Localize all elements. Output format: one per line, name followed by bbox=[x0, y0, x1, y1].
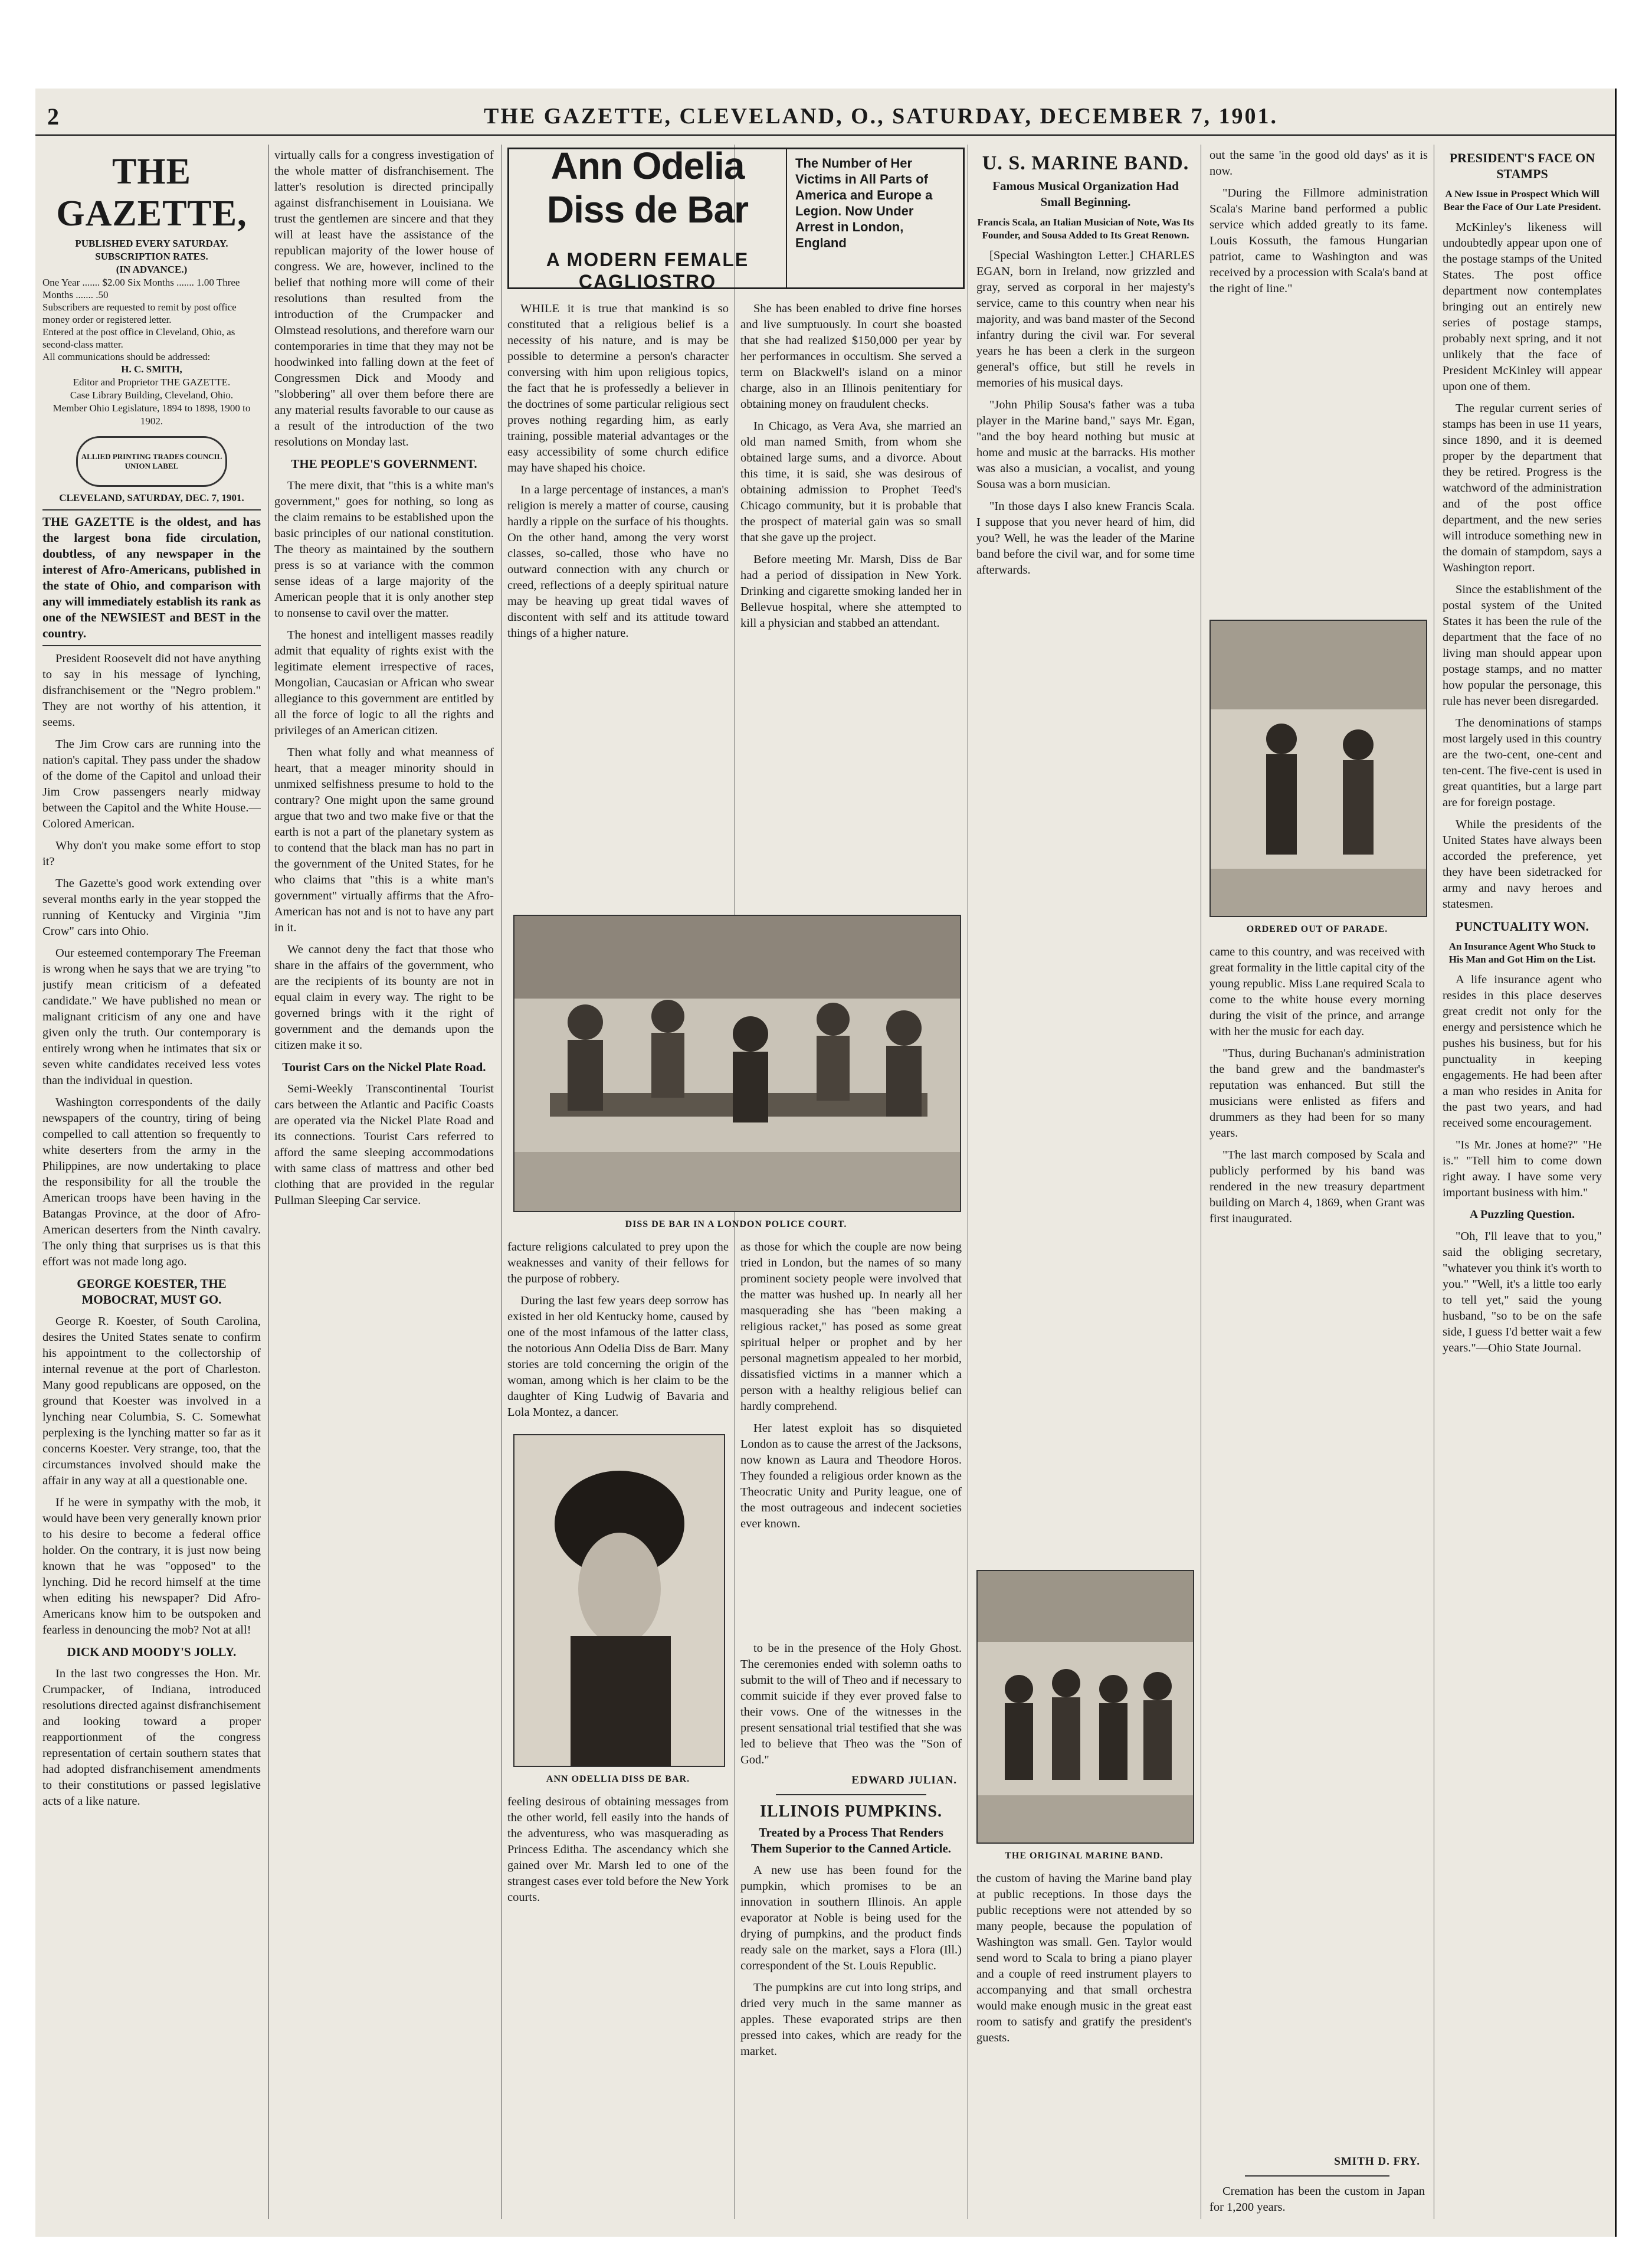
paragraph: [Special Washington Letter.] CHARLES EGAN, born in Ireland, now grizzled and gray, served as corporal in her majesty's service, came to this country when near his majority, and was band master of the Second infantry during the civil war. For several years he has been a clerk in the surgeon general's office, but still he revels in memories of his musical days. bbox=[976, 249, 1195, 390]
marine-band-subhead-2: Francis Scala, an Italian Musician of Note, Was Its Founder, and Sousa Added to Its Great Renown. bbox=[977, 217, 1194, 241]
circulation-notice: THE GAZETTE is the oldest, and has the largest bona fide circulation, doubtless, of any newspaper in the interest of Afro-Americans, published in the state of Ohio, and comparison with any will immediately establish its rank as one of the NEWSIEST and BEST in the country. bbox=[42, 509, 261, 646]
byline: EDWARD JULIAN. bbox=[851, 1774, 957, 1786]
banner-subhead: The Number of Her Victims in All Parts of America and Europe a Legion. Now Under Arrest in London, England bbox=[786, 149, 963, 287]
marine-band-illustration bbox=[976, 1570, 1194, 1844]
banner-tagline: A MODERN FEMALE CAGLIOSTRO bbox=[546, 249, 749, 292]
paragraph: If he were in sympathy with the mob, it would have been very generally known prior to his desire to become a federal office holder. On the contrary, it is just now being known that he was "opposed" to the lynching. Did he record himself at the time when editing his newspaper? Did Afro-Americans know him to be outspoken and fearless in denouncing the mob? Not at all! bbox=[42, 1496, 261, 1637]
paragraph: Her latest exploit has so disquieted London as to cause the arrest of the Jacksons, now known as Laura and Theodore Horos. They founded a religious order known as the Theocratic Unity and Purity league, one of the most outrageous and indecent societies ever known. bbox=[740, 1422, 962, 1530]
paragraph: Then what folly and what meanness of heart, that a meager minority should in unmixed selfishness presume to hold to the contrary? One might upon the same ground argue that two and two make five or that the earth is not a part of the planetary system as to contend that the black man has no part in the government of the United States, for he who claims that "this is a white man's government" virtually affirms that the Afro-American has not and is not to have any part in it. bbox=[274, 746, 494, 934]
paragraph: came to this country, and was received with great formality in the little capital city of the young republic. Miss Lane required Scala to come to the white house every morning during the visit of the prince, and arrange with her the music for each day. bbox=[1210, 945, 1425, 1038]
paragraph: facture religions calculated to prey upon the weaknesses and vanity of their fellows for the purpose of robbery. bbox=[507, 1241, 729, 1285]
paragraph: "Thus, during Buchanan's administration the band grew and the bandmaster's reputation was enhanced. But still the musicians were enlisted as fifers and drummers as they had been for so many years. bbox=[1210, 1047, 1425, 1140]
paragraph: The Gazette's good work extending over several months early in the year stopped the running of Kentucky and Virginia "Jim Crow" cars into Ohio. bbox=[42, 877, 261, 938]
paragraph: The honest and intelligent masses readily admit that equality of rights exist with the legitimate element irrespective of races, Mongolian, Caucasian or African who swear allegiance to this government are entitled by all the force of logic to all the rights and privileges of an American citizen. bbox=[274, 629, 494, 737]
paragraph: "In those days I also knew Francis Scala. I suppose that you never heard of him, did you? Well, he was the leader of the Marine band before the civil war, and for some time afterwards. bbox=[976, 500, 1195, 577]
marine-band-headline: U. S. MARINE BAND. bbox=[982, 152, 1189, 174]
paragraph: out the same 'in the good old days' as it is now. bbox=[1210, 149, 1428, 178]
paragraph: George R. Koester, of South Carolina, desires the United States senate to confirm his appointment to the collectorship of internal revenue at the port of Charleston. Many good republicans are opposed, on the ground that Koester was involved in a lynching near Columbia, S. C. Somewhat perplexing is the lynching matter so far as it concerns Koester. Very strange, too, that the circumstances involved should make the affair in any way at all a questionable one. bbox=[42, 1315, 261, 1487]
paragraph: Cremation has been the custom in Japan for 1,200 years. bbox=[1210, 2185, 1425, 2214]
dateline: CLEVELAND, SATURDAY, DEC. 7, 1901. bbox=[59, 492, 244, 503]
parade-caption: ORDERED OUT OF PARADE. bbox=[1246, 924, 1388, 934]
paragraph: "Oh, I'll leave that to you," said the obliging secretary, "whatever you think it's worth to you." "Well, it's a little too early to tell yet," said the young husband, "so to be on the safe side, I guess I'd better wait a few years."—Ohio State Journal. bbox=[1443, 1230, 1602, 1354]
punctuality-subhead: An Insurance Agent Who Stuck to His Man and Got Him on the List. bbox=[1448, 941, 1596, 965]
paragraph: the custom of having the Marine band play at public receptions. In those days the public receptions were not attended by so many people, because the population of Washington was small. Gen. Taylor would send word to Scala to bring a piano player and a couple of reed instrument players to accompanying and that small orchestra would make enough music in the great east room to satisfy and gratify the president's guests. bbox=[976, 1872, 1192, 2044]
court-caption: DISS DE BAR IN A LONDON POLICE COURT. bbox=[625, 1219, 847, 1229]
paragraph: The denominations of stamps most largely used in this country are the two-cent, one-cent and ten-cent. The five-cent is used in great quantities, but a large part are for foreign postage. bbox=[1443, 716, 1602, 809]
paragraph: The regular current series of stamps has been in use 11 years, since 1890, and it is deemed proper by the department that they be retired. Progress is the watchword of the administration and of the post office department, and the new series will introduce something new in the domain of stampdom, says a Washington report. bbox=[1443, 402, 1602, 574]
page-number: 2 bbox=[47, 103, 59, 130]
feature-banner bbox=[507, 148, 965, 292]
paragraph: Washington correspondents of the daily newspapers of the country, tiring of being compelled to call attention so frequently to white deserters from the army in the Philippines, are now undertaking to place the responsibility for all the trouble the American troops have been having in the Batangas Province, at the door of Afro-American deserters from the Ninth cavalry. The only thing that surprises us is that this effort was not made long ago. bbox=[42, 1096, 261, 1268]
paragraph: "Is Mr. Jones at home?" "He is." "Tell him to come down right away. I have some very important business with him." bbox=[1443, 1138, 1602, 1199]
parade-illustration bbox=[1210, 620, 1427, 917]
union-label-stamp: ALLIED PRINTING TRADES COUNCIL UNION LABEL bbox=[76, 436, 227, 487]
peoples-government-headline: THE PEOPLE'S GOVERNMENT. bbox=[291, 457, 477, 471]
paragraph: "The last march composed by Scala and publicly performed by his band was rendered in the new treasury department building on March 4, 1869, when Grant was first inaugurated. bbox=[1210, 1148, 1425, 1225]
koester-headline: GEORGE KOESTER, THE MOBOCRAT, MUST GO. bbox=[77, 1277, 227, 1307]
editor-address: Case Library Building, Cleveland, Ohio. bbox=[70, 390, 234, 401]
masthead bbox=[35, 89, 1617, 136]
dick-moody-headline: DICK AND MOODY'S JOLLY. bbox=[67, 1645, 237, 1659]
scan-edge bbox=[1615, 89, 1617, 2237]
paragraph: virtually calls for a congress investigation of the whole matter of disfranchisement. The latter's resolution is directed principally against disfranchisement in Louisiana. We trust the gentlemen are sincere and that they will at least have the assistance of the republican majority of the lower house of congress. We are, however, inclined to the belief that nothing more will come of their resolutions than resulted from the introduction of the Crumpacker and Olmstead resolutions, and therefore warn our contemporaries in time that they may not be hoodwinked into falling down at the feet of Congressmen Dick and Moody and "slobbering" all over them before there are any material results favorable to our cause as a result of the introduction of the two resolutions on Monday last. bbox=[274, 149, 494, 449]
pumpkins-subhead: Treated by a Process That Renders Them Superior to the Canned Article. bbox=[750, 1825, 952, 1855]
marine-band-subhead: Famous Musical Organization Had Small Beginning. bbox=[992, 179, 1179, 209]
paragraph: Our esteemed contemporary The Freeman is wrong when he says that we are trying "to justify mean criticism of a defeated candidate." We have published no mean or malignant criticism of any one and have given only the truth. Our contemporary is entirely wrong when he intimates that six or seven white candidates received less votes than the individual in question. bbox=[42, 947, 261, 1087]
published-line: PUBLISHED EVERY SATURDAY. bbox=[75, 238, 228, 249]
stamps-headline: PRESIDENT'S FACE ON STAMPS bbox=[1449, 150, 1595, 181]
paragraph: She has been enabled to drive fine horses and live sumptuously. In court she boasted that she had realized $150,000 per year by her performances in occultism. She served a term on Blackwell's island on a minor charge, also in an Illinois penitentiary for obtaining money on fraudulent checks. bbox=[740, 302, 962, 411]
divider bbox=[1245, 2175, 1389, 2177]
paragraph: "John Philip Sousa's father was a tuba player in the Marine band," says Mr. Egan, "and the boy heard nothing but music at home and music at the barracks. His mother was also a musician, a vocalist, and young Sousa was a born musician. bbox=[976, 398, 1195, 491]
paragraph: Since the establishment of the postal system of the United States it has been the rule of the department that the face of no living man should appear upon postage stamps, and no matter how popular the personage, this rule has never been disregarded. bbox=[1443, 583, 1602, 708]
tourist-cars-headline: Tourist Cars on the Nickel Plate Road. bbox=[282, 1060, 486, 1074]
portrait-caption: ANN ODELLIA DISS DE BAR. bbox=[546, 1774, 690, 1784]
byline: SMITH D. FRY. bbox=[1334, 2155, 1420, 2168]
paragraph: "During the Fillmore administration Scala's Marine band performed a public service which added greatly to its fame. Louis Kossuth, the famous Hungarian patriot, came to Washington and was received by a procession with Scala's band at the right of line." bbox=[1210, 186, 1428, 295]
paragraph: During the last few years deep sorrow has existed in her old Kentucky home, caused by one of the most infamous of the latter class, the notorious Ann Odelia Diss de Barr. Many stories are told concerning the origin of the woman, among which is her claim to be the daughter of King Ludwig of Bavaria and Lola Montez, a dancer. bbox=[507, 1294, 729, 1419]
paragraph: Why don't you make some effort to stop it? bbox=[42, 839, 261, 868]
column-2 bbox=[274, 148, 494, 2219]
editor-title: Editor and Proprietor THE GAZETTE. bbox=[73, 377, 231, 388]
paragraph: A life insurance agent who resides in this place deserves great credit not only for the energy and persistence which he pushes his business, but for his punctuality in keeping engagements. He had been after a man who resides in Anita for the past two years, and had received some encouragement. bbox=[1443, 973, 1602, 1130]
court-illustration bbox=[513, 915, 961, 1212]
paragraph: Before meeting Mr. Marsh, Diss de Bar had a period of dissipation in New York. Drinking and cigarette smoking landed her in Bellevue hospital, where she attempted to kill a physician and stabbed an attendant. bbox=[740, 553, 962, 630]
punctuality-headline: PUNCTUALITY WON. bbox=[1455, 919, 1589, 934]
column-rule bbox=[268, 145, 269, 2219]
paper-nameplate: THE GAZETTE, bbox=[56, 152, 247, 234]
column-4 bbox=[976, 148, 1195, 2219]
entered-note: Entered at the post office in Cleveland, Ohio, as second-class matter. bbox=[42, 326, 235, 350]
paragraph: to be in the presence of the Holy Ghost. The ceremonies ended with solemn oaths to submit to the will of Theo and if necessary to commit suicide if they ever proved false to their vows. One of the witnesses in the present sensational trial testified that she was led to believe that Theo was the "Son of God." bbox=[740, 1642, 962, 1766]
paragraph: The pumpkins are cut into long strips, and dried very much in the same manner as apples. These evaporated strips are then pressed into cakes, which are ready for the market. bbox=[740, 1981, 962, 2058]
paragraph: The mere dixit, that "this is a white man's government," goes for nothing, so long as the claim remains to be established upon the basic principles of our national constitution. The theory as maintained by the southern press is so at variance with the common sense ideas of a large majority of the American people that it is only another step to nonsense to cavil over the matter. bbox=[274, 479, 494, 620]
paragraph: We cannot deny the fact that those who share in the affairs of the government, who are the recipients of its bounty are not in equal claim in every way. The right to be governed brings with it the right of government and the demands upon the citizen make it so. bbox=[274, 943, 494, 1052]
stamps-subhead: A New Issue in Prospect Which Will Bear the Face of Our Late President. bbox=[1443, 188, 1601, 212]
rates-text: One Year ....... $2.00 Six Months ....... 1.00 Three Months ....... .50 bbox=[42, 277, 240, 300]
subscribers-note: Subscribers are requested to remit by post office money order or registered letter. bbox=[42, 302, 237, 325]
portrait-illustration bbox=[513, 1434, 725, 1767]
feature-article bbox=[507, 148, 965, 2219]
in-advance-line: (IN ADVANCE.) bbox=[116, 264, 188, 275]
marine-band-caption: THE ORIGINAL MARINE BAND. bbox=[1005, 1851, 1163, 1861]
divider bbox=[776, 1794, 926, 1795]
column-5 bbox=[1210, 148, 1428, 2219]
paragraph: In a large percentage of instances, a man's religion is merely a matter of course, causing hardly a ripple on the surface of his thoughts. On the other hand, among the very worst classes, so-called, those who have no outward connection with any church or creed, reflections of a deeply spiritual nature may be heaving up great tidal waves of discontent with self and its attitude toward things of a higher nature. bbox=[507, 483, 729, 640]
puzzling-question-headline: A Puzzling Question. bbox=[1469, 1208, 1575, 1221]
paragraph: feeling desirous of obtaining messages from the other world, fell easily into the hands of the adventuress, who was masquerading as Princess Editha. The ascendancy which she gained over Mr. Marsh led to one of the strangest cases ever told before the New York courts. bbox=[507, 1795, 729, 1904]
paragraph: McKinley's likeness will undoubtedly appear upon one of the postage stamps of the United States. The post office department now contemplates bringing out an entirely new series of postage stamps, probably next spring, and it not unlikely that the face of President McKinley will appear upon one of them. bbox=[1443, 221, 1602, 393]
paragraph: The Jim Crow cars are running into the nation's capital. They pass under the shadow of the dome of the Capitol and unload their Jim Crow passengers nearly midway between the Capitol and the White House.—Colored American. bbox=[42, 738, 261, 830]
paragraph: In Chicago, as Vera Ava, she married an old man named Smith, from whom she obtained large sums, and a divorce. About this time, it is said, she was desirous of obtaining admission to Prophet Teed's Chicago community, but it is probable that the prospect of material gain was so small that she gave up the project. bbox=[740, 420, 962, 544]
paragraph: A new use has been found for the pumpkin, which promises to be an innovation in southern Illinois. An apple evaporator at Noble is being used for the drying of pumpkins, and the product finds ready sale on the market, says a Flora (Ill.) correspondent of the St. Louis Republic. bbox=[740, 1864, 962, 1972]
newspaper-page bbox=[35, 89, 1617, 2237]
pumpkins-headline: ILLINOIS PUMPKINS. bbox=[760, 1802, 942, 1821]
legislature-note: Member Ohio Legislature, 1894 to 1898, 1900 to 1902. bbox=[53, 402, 251, 427]
address-note: All communications should be addressed: bbox=[42, 351, 211, 362]
paragraph: WHILE it is true that mankind is so constituted that a religious belief is a necessity of his nature, and is may be possible to determine a person's character conversing with him upon religious topics, the fact that he is professedly a believer in the doctrines of some particular religious sect proves nothing regarding him, as early training, possible material advantages or the easy accessibility of some church edifice may have shaped his choice. bbox=[507, 302, 729, 474]
column-1 bbox=[42, 148, 261, 2219]
masthead-title: THE GAZETTE, CLEVELAND, O., SATURDAY, DECEMBER 7, 1901. bbox=[484, 104, 1279, 129]
column-6 bbox=[1443, 148, 1602, 2219]
paragraph: In the last two congresses the Hon. Mr. Crumpacker, of Indiana, introduced resolutions directed against disfranchisement and looking toward a proper reapportionment of the congress representation of certain southern states that had adopted disfranchisement amendments to their constitutions or passed legislative acts of a like nature. bbox=[42, 1667, 261, 1808]
paragraph: President Roosevelt did not have anything to say in his message of lynching, disfranchisement or the "Negro problem." They are not worthy of his attention, it seems. bbox=[42, 652, 261, 729]
paragraph: Semi-Weekly Transcontinental Tourist cars between the Atlantic and Pacific Coasts are operated via the Nickel Plate Road and its connections. Tourist Cars referred to afford the same sleeping accommodations with same class of mattress and other bed clothing that are provided in the regular Pullman Sleeping Car service. bbox=[274, 1082, 494, 1207]
subscription-heading: SUBSCRIPTION RATES. bbox=[95, 251, 208, 262]
editor-name: H. C. SMITH, bbox=[121, 364, 182, 375]
banner-name: Ann Odelia Diss de Bar bbox=[546, 148, 749, 231]
paragraph: as those for which the couple are now being tried in London, but the names of so many prominent society people were involved that the matter was hushed up. In nearly all her masquerading she has "been making a religious racket," has posed as some great spiritual helper or prophet and by her personal magnetism appealed to her morbid, dissatisfied victims in a manner which a person with a healthy religious belief can hardly comprehend. bbox=[740, 1241, 962, 1413]
paragraph: While the presidents of the United States have always been accorded the preference, yet they have been sidetracked for army and navy heroes and statesmen. bbox=[1443, 818, 1602, 911]
